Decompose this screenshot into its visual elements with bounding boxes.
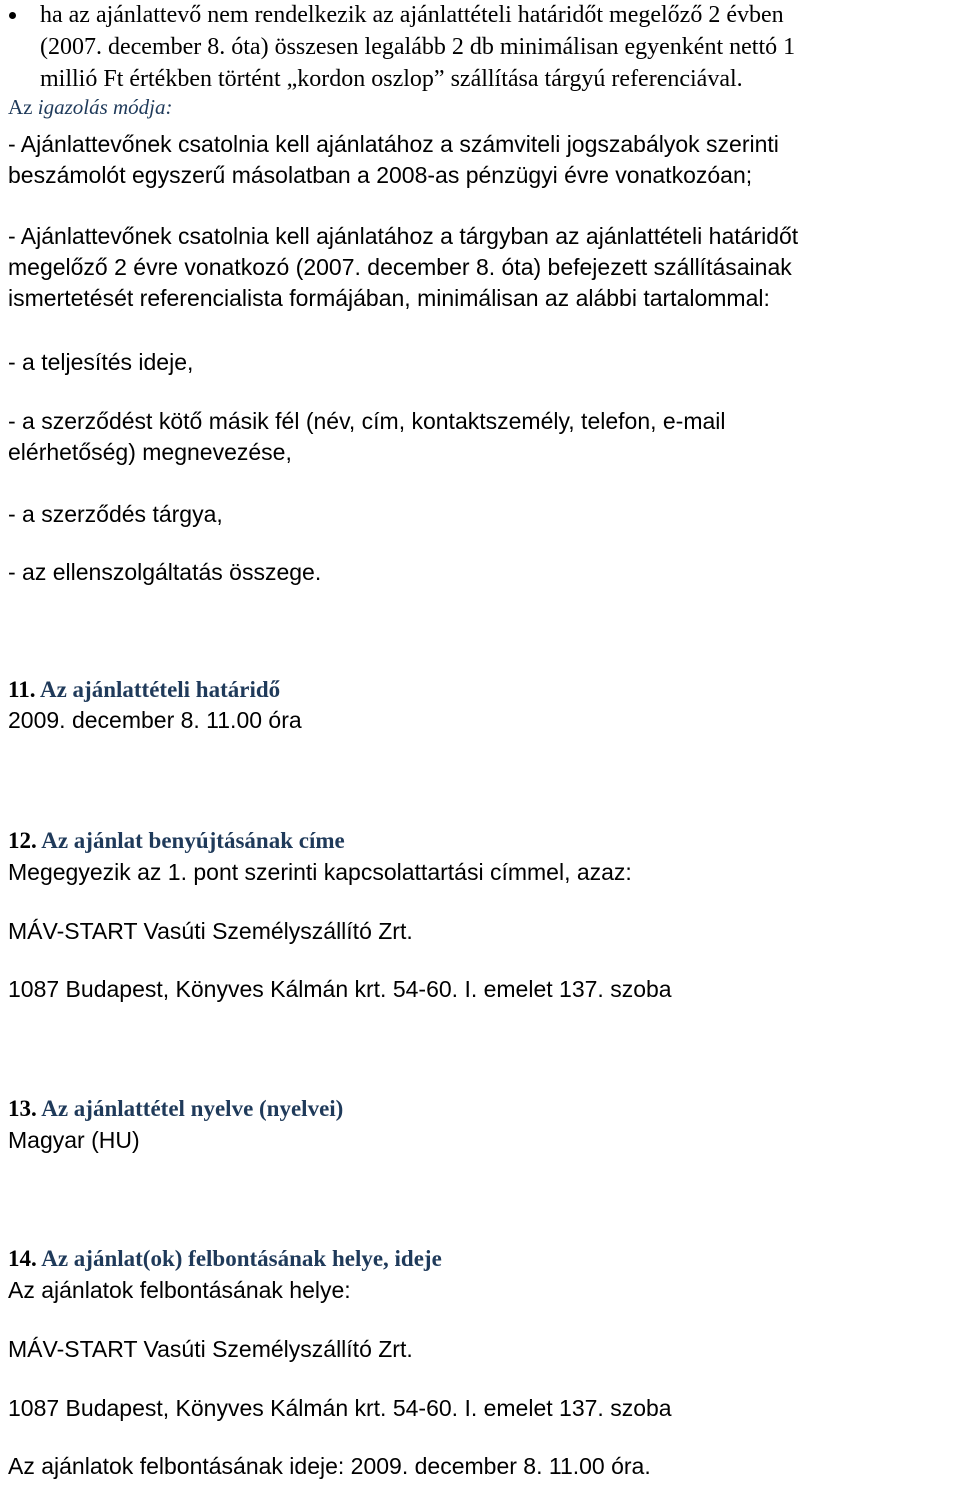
igazolas-prefix: Az <box>8 95 33 119</box>
list-item-targy: - a szerződés tárgya, <box>8 501 223 527</box>
igazolas-label-text: igazolás módja: <box>37 95 173 119</box>
bullet-dot-icon <box>9 12 16 19</box>
section-13-heading <box>8 1096 343 1122</box>
paragraph-line: elérhetőség) megnevezése, <box>8 439 292 465</box>
requirement-paragraph-2 <box>8 221 798 314</box>
section-12-intro: Megegyezik az 1. pont szerinti kapcsolattartási címmel, azaz: <box>8 859 632 885</box>
paragraph-line: - a szerződést kötő másik fél (név, cím, kontaktszemély, telefon, e-mail <box>8 408 726 434</box>
bullet-line: (2007. december 8. óta) összesen legalább 2 db minimálisan egyenként nettó 1 <box>40 34 796 60</box>
list-item-ellenszolgaltatas: - az ellenszolgáltatás összege. <box>8 559 322 585</box>
paragraph-line: - Ajánlattevőnek csatolnia kell ajánlatához a tárgyban az ajánlattételi határidőt <box>8 223 799 249</box>
bullet-text <box>40 0 795 95</box>
section-number: 12. <box>8 828 37 853</box>
section-number: 13. <box>8 1096 37 1121</box>
section-title: Az ajánlattételi határidő <box>39 677 281 702</box>
section-13-value: Magyar (HU) <box>8 1127 140 1153</box>
section-title: Az ajánlat(ok) felbontásának helye, ideje <box>41 1246 442 1271</box>
section-number: 14. <box>8 1246 37 1271</box>
list-item-teljesites: - a teljesítés ideje, <box>8 349 194 375</box>
section-title: Az ajánlattétel nyelve (nyelvei) <box>41 1096 344 1121</box>
paragraph-line: ismertetését referencialista formájában, minimálisan az alábbi tartalommal: <box>8 285 770 311</box>
section-11-value: 2009. december 8. 11.00 óra <box>8 707 302 733</box>
section-12-company: MÁV-START Vasúti Személyszállító Zrt. <box>8 918 413 944</box>
section-14-company: MÁV-START Vasúti Személyszállító Zrt. <box>8 1336 413 1362</box>
section-11-heading <box>8 677 280 703</box>
section-14-heading <box>8 1246 442 1272</box>
section-12-address: 1087 Budapest, Könyves Kálmán krt. 54-60. I. emelet 137. szoba <box>8 976 672 1002</box>
list-item-szerzodo-fel <box>8 406 726 468</box>
section-12-heading <box>8 828 345 854</box>
section-number: 11. <box>8 677 36 702</box>
section-14-address: 1087 Budapest, Könyves Kálmán krt. 54-60. I. emelet 137. szoba <box>8 1395 672 1421</box>
section-title: Az ajánlat benyújtásának címe <box>41 828 345 853</box>
paragraph-line: - Ajánlattevőnek csatolnia kell ajánlatához a számviteli jogszabályok szerinti <box>8 131 779 157</box>
bullet-line: millió Ft értékben történt „kordon oszlop” szállítása tárgyú referenciával. <box>40 66 743 92</box>
paragraph-line: beszámolót egyszerű másolatban a 2008-as pénzügyi évre vonatkozóan; <box>8 162 753 188</box>
bullet-line: ha az ajánlattevő nem rendelkezik az ajánlattételi határidőt megelőző 2 évben <box>40 2 784 28</box>
igazolas-label <box>8 95 173 120</box>
section-14-time: Az ajánlatok felbontásának ideje: 2009. december 8. 11.00 óra. <box>8 1453 651 1479</box>
paragraph-line: megelőző 2 évre vonatkozó (2007. december 8. óta) befejezett szállításainak <box>8 254 792 280</box>
section-14-place-label: Az ajánlatok felbontásának helye: <box>8 1277 351 1303</box>
requirement-paragraph-1 <box>8 129 779 191</box>
